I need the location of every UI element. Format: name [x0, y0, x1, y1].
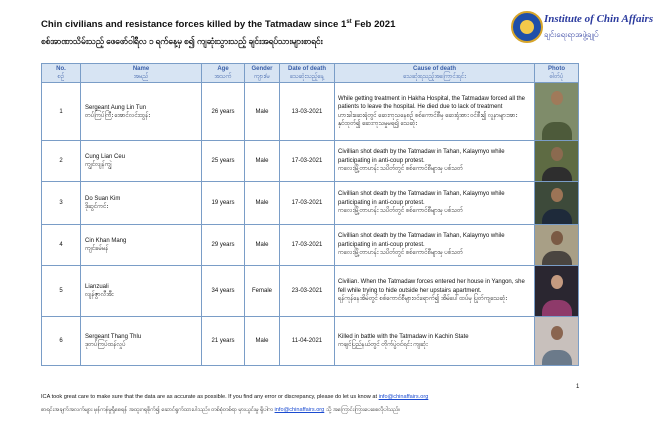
- cell-name: Cung Lian Ceu ကျွင်လျန်ကျွဲ: [81, 141, 202, 182]
- cell-gender: Female: [245, 266, 280, 317]
- cell-age: 34 years: [202, 266, 245, 317]
- cell-name: Cin Khan Mang ကျင်ခမ်မန်: [81, 225, 202, 266]
- cell-no: 1: [42, 83, 81, 141]
- page-title: Chin civilians and resistance forces killed by the Tatmadaw since 1st Feb 2021: [41, 19, 396, 31]
- cell-gender: Male: [245, 225, 280, 266]
- page-number: 1: [576, 384, 580, 390]
- victim-photo: [535, 182, 578, 224]
- cell-no: 2: [42, 141, 81, 182]
- cell-gender: Male: [245, 182, 280, 225]
- table-row: [42, 225, 579, 266]
- cell-age: 25 years: [202, 141, 245, 182]
- logo-subtext: ချင်းရေးရာအဖွဲ့ချုပ်: [544, 30, 599, 39]
- ica-logo: [511, 9, 653, 57]
- cell-no: 4: [42, 225, 81, 266]
- footer-note-en: ICA took great care to make sure that the data are as accurate as possible. If you find any error or discrepancy, please do let us know at info@chinaffairs.org: [41, 394, 429, 400]
- cell-age: 26 years: [202, 83, 245, 141]
- page-subtitle: စစ်အာဏာသိမ်းသည့် ဖေဖော်ဝါရီလ ၁ ရက်နေ့မှ စ၍ ကျဆုံးသွားသည့် ချင်းအရပ်သားများစာရင်း: [41, 36, 323, 46]
- victim-photo: [535, 317, 578, 365]
- cell-date: 11-04-2021: [280, 317, 335, 366]
- col-header-gender: Gender ကျား/မ: [245, 64, 280, 83]
- cell-date: 23-03-2021: [280, 266, 335, 317]
- victim-photo: [535, 266, 578, 316]
- cell-age: 21 years: [202, 317, 245, 366]
- col-header-no: No. စဉ်: [42, 64, 81, 83]
- cell-date: 17-03-2021: [280, 225, 335, 266]
- cell-cause: Killed in battle with the Tatmadaw in Kachin State ကချင်ပြည်နယ်တွင် တိုက်ပွဲဝင်ရင်း ကျဆုံး: [335, 317, 535, 366]
- cell-gender: Male: [245, 317, 280, 366]
- cell-age: 19 years: [202, 182, 245, 225]
- cell-cause: Civillian shot death by the Tatmadaw in Tahan, Kalaymyo while participating in anti-coup protest. ကလေးမြို့တာဟန်း သပိတ်တွင် စစ်ကောင်စီများမှ ပစ်သတ်: [335, 182, 535, 225]
- table-row: [42, 83, 579, 141]
- col-header-photo: Photo ဓါတ်ပုံ: [535, 64, 579, 83]
- ica-emblem-icon: [511, 11, 543, 43]
- victim-photo: [535, 225, 578, 265]
- cell-name: Sergeant Thang Thlu ဒုတပ်ကြပ်ထန်လှုပ်: [81, 317, 202, 366]
- cell-photo: [535, 225, 579, 266]
- cell-photo: [535, 266, 579, 317]
- cell-no: 5: [42, 266, 81, 317]
- cell-cause: Civillian shot death by the Tatmadaw in Tahan, Kalaymyo while participating in anti-coup protest. ကလေးမြို့တာဟန်း သပိတ်တွင် စစ်ကောင်စီများမှ ပစ်သတ်: [335, 141, 535, 182]
- cell-date: 13-03-2021: [280, 83, 335, 141]
- cell-name: Lianzuali လျန်ဇွာလီအီး: [81, 266, 202, 317]
- email-link[interactable]: info@chinaffairs.org: [378, 394, 429, 400]
- victim-photo: [535, 83, 578, 140]
- col-header-name: Name အမည်: [81, 64, 202, 83]
- cell-no: 6: [42, 317, 81, 366]
- table-row: [42, 266, 579, 317]
- footer-note-my: စာရင်းအချက်အလက်များ မှန်ကန်မှုရှိစေရန် အထူးဂရုစိုက်၍ ဆောင်ရွက်ထားပါသည်။ တစ်စုံတစ်ရာ မှားယွင်းမှု ရှိပါက info@chinaffairs.org သို့ အကြောင်းကြားပေးစေလိုပါသည်။: [41, 407, 401, 413]
- cell-gender: Male: [245, 141, 280, 182]
- cell-date: 17-03-2021: [280, 182, 335, 225]
- cell-photo: [535, 182, 579, 225]
- cell-photo: [535, 141, 579, 182]
- cell-name: Sergeant Aung Lin Tun တပ်ကြပ်ကြီး အောင်လင်းထွန်း: [81, 83, 202, 141]
- col-header-date: Date of death သေဆုံးသည့်နေ့: [280, 64, 335, 83]
- cell-photo: [535, 83, 579, 141]
- cell-gender: Male: [245, 83, 280, 141]
- email-link-my[interactable]: info@chinaffairs.org: [274, 407, 325, 413]
- cell-name: Do Suan Kim ဒိုဆွင်ကင်း: [81, 182, 202, 225]
- victim-photo: [535, 141, 578, 181]
- table-row: [42, 317, 579, 366]
- table-header-row: [42, 64, 579, 83]
- cell-age: 29 years: [202, 225, 245, 266]
- cell-photo: [535, 317, 579, 366]
- casualty-table: [41, 63, 579, 366]
- cell-no: 3: [42, 182, 81, 225]
- logo-text: Institute of Chin Affairs: [544, 13, 653, 25]
- table-row: [42, 141, 579, 182]
- cell-cause: Civillian shot death by the Tatmadaw in Tahan, Kalaymyo while participating in anti-coup protest. ကလေးမြို့တာဟန်း သပိတ်တွင် စစ်ကောင်စီများမှ ပစ်သတ်: [335, 225, 535, 266]
- col-header-cause: Cause of death သေဆုံးရသည့်အကြောင်းရင်း: [335, 64, 535, 83]
- cell-cause: Civilian. When the Tatmadaw forces entered her house in Yangon, she fell while trying to hide outside her upstairs apartment. ရန်ကုန်နေအိမ်တွင် စစ်ကောင်စီများဝင်ရောက်၍ အိမ်ပေါ်ထပ်မှ ပြုတ်ကျသေဆုံး: [335, 266, 535, 317]
- cell-date: 17-03-2021: [280, 141, 335, 182]
- col-header-age: Age အသက်: [202, 64, 245, 83]
- cell-cause: While getting treatment in Hakha Hospital, the Tatmadaw forced all the patients to leave the hospital. He died due to lack of treatment ဟားခါးဆေးရုံတွင် ဆေးကုသနေစဉ် စစ်ကောင်စီမှ ဆေးရုံအား ဝင်စီး၍ လူနာများအား နှင်ထုတ်၍ ဆေးကုသမှုမရ၍ သေဆုံး: [335, 83, 535, 141]
- table-row: [42, 182, 579, 225]
